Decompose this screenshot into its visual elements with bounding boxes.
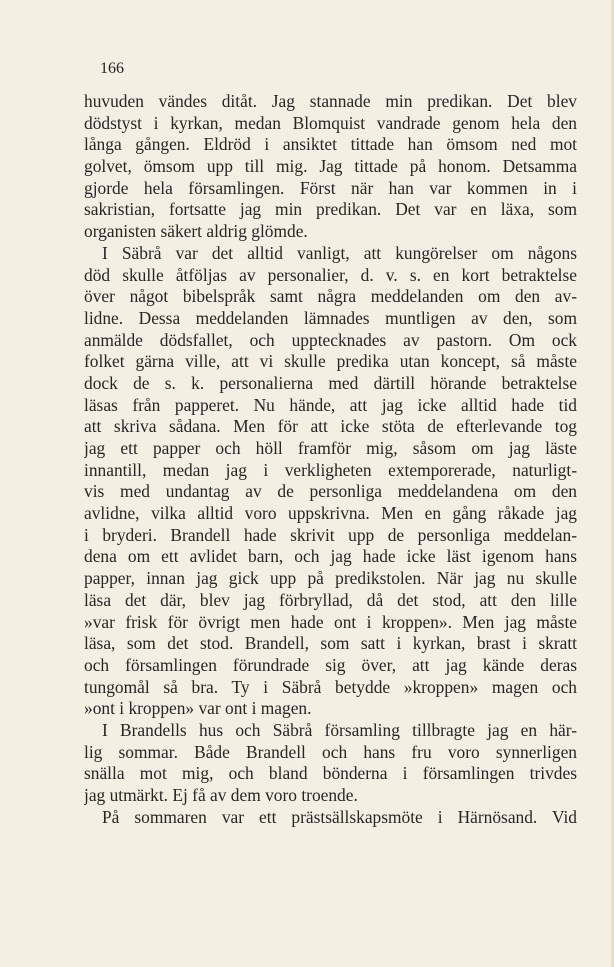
text-line: I Säbrå var det alltid vanligt, att kungörelser om någons	[102, 242, 577, 263]
text-line: huvuden vändes ditåt. Jag stannade min predikan. Det blev	[84, 91, 577, 111]
text-line: att skriva sådana. Men för att icke stöta de efterlevande tog	[84, 416, 577, 437]
text-line: golvet, ömsom upp till mig. Jag tittade på honom. Detsamma	[84, 156, 577, 177]
text-line: vis med undantag av de personliga meddelandena om den	[84, 481, 577, 502]
text-line: avlidne, vilka alltid voro uppskrivna. Men en gång råkade jag	[84, 503, 577, 524]
text-line: papper, innan jag gick upp på predikstolen. När jag nu skulle	[84, 568, 577, 589]
body-text	[84, 91, 577, 828]
text-line: läsa det där, blev jag förbryllad, då det stod, att den lille	[84, 589, 577, 610]
text-line: läsas från papperet. Nu hände, att jag icke alltid hade tid	[84, 394, 577, 415]
text-line: jag utmärkt. Ej få av dem voro troende.	[84, 785, 358, 805]
text-line: dock de s. k. personalierna med därtill hörande betraktelse	[84, 372, 577, 393]
text-line: På sommaren var ett prästsällskapsmöte i Härnösand. Vid	[102, 806, 577, 827]
page-number: 166	[100, 60, 124, 77]
text-line: innantill, medan jag i verkligheten extemporerade, naturligt-	[84, 459, 577, 480]
text-line: organisten säkert aldrig glömde.	[84, 221, 308, 242]
text-line: snälla mot mig, och bland bönderna i församlingen trivdes	[84, 763, 577, 784]
text-line: »ont i kroppen» var ont i magen.	[84, 698, 312, 719]
text-line: lidne. Dessa meddelanden lämnades muntligen av den, som	[84, 307, 577, 328]
text-line: död skulle åtföljas av personalier, d. v. s. en kort betraktelse	[84, 264, 577, 285]
text-line: över något bibelspråk samt några meddelanden om den av-	[84, 286, 577, 307]
text-line: sakristian, fortsatte jag min predikan. Det var en läxa, som	[84, 199, 577, 220]
text-line: folket gärna ville, att vi skulle predika utan koncept, så måste	[84, 351, 577, 372]
text-line: i bryderi. Brandell hade skrivit upp de personliga meddelan-	[84, 524, 577, 545]
text-line: läsa, som det stod. Brandell, som satt i kyrkan, brast i skratt	[84, 633, 577, 654]
text-line: jag ett papper och höll framför mig, såsom om jag läste	[84, 438, 577, 458]
text-line: anmälde dödsfallet, och upptecknades av pastorn. Om ock	[84, 329, 577, 350]
text-line: dödstyst i kyrkan, medan Blomquist vandrade genom hela den	[84, 112, 577, 133]
text-line: långa gången. Eldröd i ansiktet tittade han ömsom ned mot	[84, 134, 577, 155]
text-line: lig sommar. Både Brandell och hans fru voro synnerligen	[84, 741, 577, 762]
text-line: »var frisk för övrigt men hade ont i kroppen». Men jag måste	[84, 611, 577, 632]
text-line: I Brandells hus och Säbrå församling tillbragte jag en här-	[102, 719, 577, 740]
text-line: dena om ett avlidet barn, och jag hade icke läst igenom hans	[84, 546, 577, 567]
text-line: gjorde hela församlingen. Först när han var kommen in i	[84, 177, 577, 198]
text-line: och församlingen förundrade sig över, att jag kände deras	[84, 654, 577, 675]
text-line: tungomål så bra. Ty i Säbrå betydde »kroppen» magen och	[84, 676, 577, 697]
